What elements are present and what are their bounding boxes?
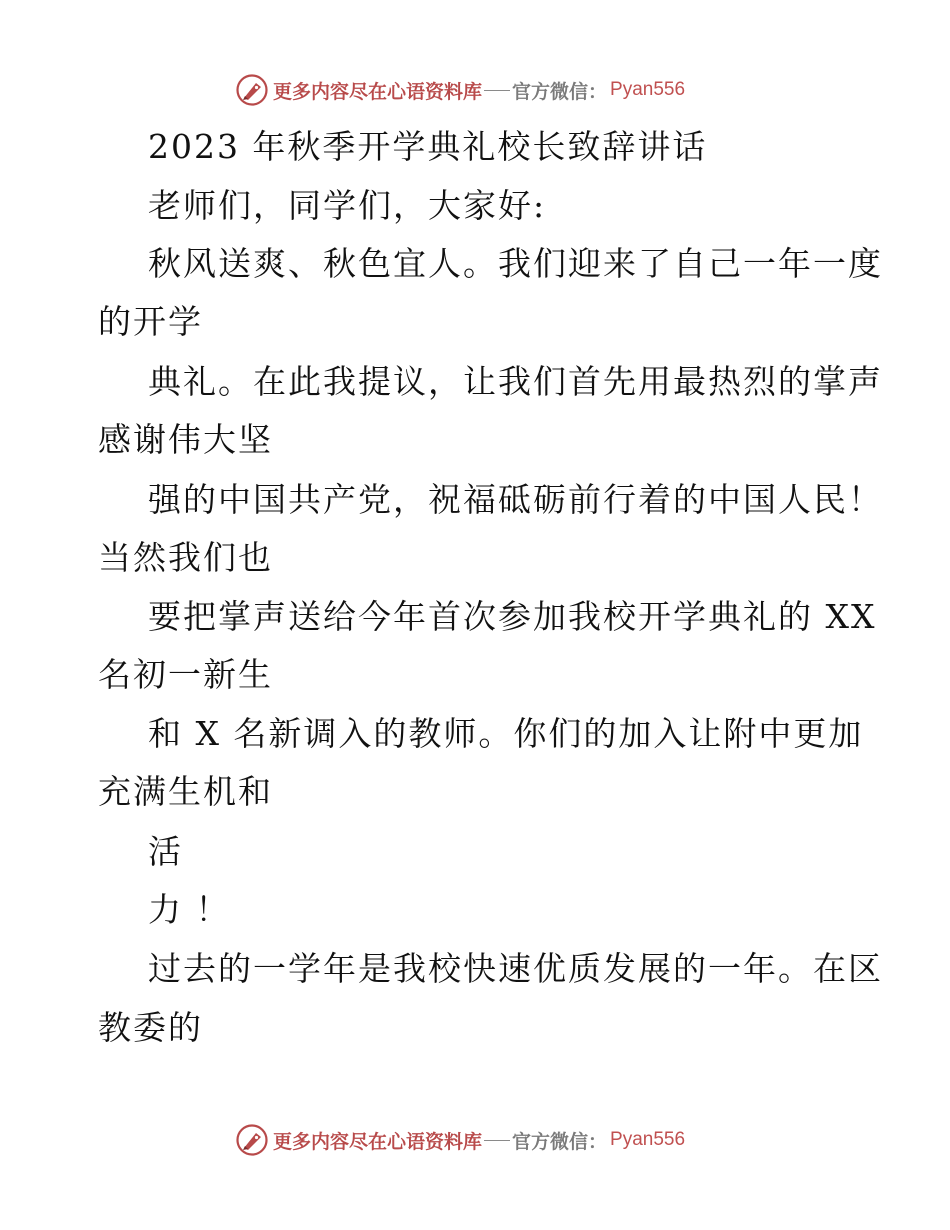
watermark-text: 更多内容尽在心语资料库 bbox=[273, 1130, 483, 1153]
body-line: 教委的 bbox=[98, 1008, 203, 1047]
body-line: 典礼。在此我提议，让我们首先用最热烈的掌声 bbox=[98, 362, 883, 401]
body-line: 名初一新生 bbox=[98, 655, 273, 694]
body-line: 感谢伟大坚 bbox=[98, 420, 273, 459]
watermark-dash bbox=[484, 90, 510, 91]
pen-nib-logo-icon bbox=[235, 73, 269, 107]
body-line: 的开学 bbox=[98, 302, 203, 341]
wechat-label: 官方微信： bbox=[512, 80, 608, 103]
header-watermark bbox=[235, 73, 685, 107]
body-line: 秋风送爽、秋色宜人。我们迎来了自己一年一度 bbox=[98, 244, 883, 283]
footer-watermark bbox=[235, 1123, 685, 1157]
body-line: 力 ！ bbox=[98, 890, 231, 929]
body-line: 活 bbox=[98, 832, 183, 871]
document-title: 2023 年秋季开学典礼校长致辞讲话 bbox=[98, 127, 708, 166]
pen-nib-logo-icon bbox=[235, 1123, 269, 1157]
body-line: 强的中国共产党，祝福砥砺前行着的中国人民！ bbox=[98, 480, 883, 519]
wechat-label: 官方微信： bbox=[512, 1130, 608, 1153]
watermark-text: 更多内容尽在心语资料库 bbox=[273, 80, 483, 103]
wechat-id: Pyan556 bbox=[610, 79, 686, 100]
body-line: 过去的一学年是我校快速优质发展的一年。在区 bbox=[98, 949, 883, 988]
watermark-dash bbox=[484, 1140, 510, 1141]
body-line: 充满生机和 bbox=[98, 772, 273, 811]
body-line: 和 X 名新调入的教师。你们的加入让附中更加 bbox=[98, 714, 864, 753]
body-line: 老师们，同学们，大家好: bbox=[98, 186, 547, 225]
body-line: 当然我们也 bbox=[98, 538, 273, 577]
body-line: 要把掌声送给今年首次参加我校开学典礼的 XX bbox=[98, 597, 877, 636]
wechat-id: Pyan556 bbox=[610, 1129, 686, 1150]
